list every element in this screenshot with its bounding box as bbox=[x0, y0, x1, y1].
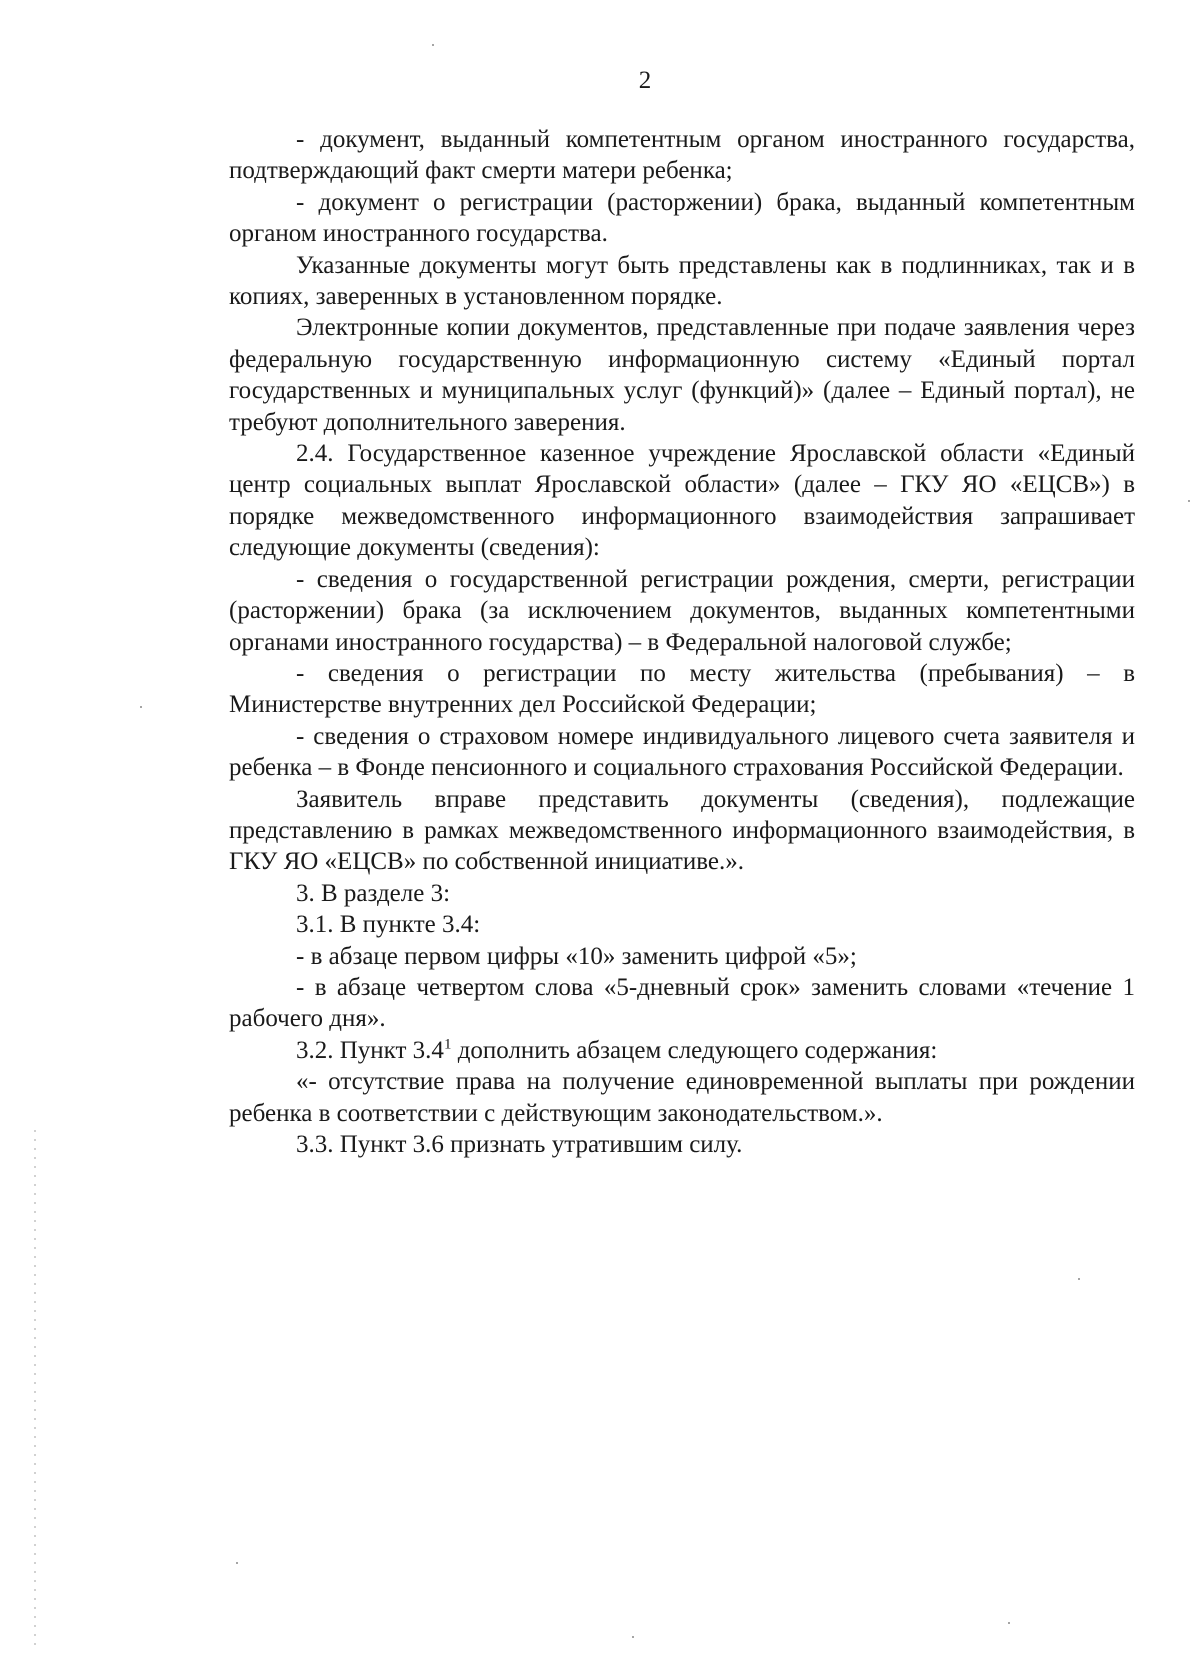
scan-margin-noise bbox=[34, 1130, 36, 1650]
paragraph-3-2 bbox=[229, 1035, 1135, 1066]
document-body bbox=[229, 124, 1135, 1160]
paragraph-applicant-right: Заявитель вправе представить документы (сведения), подлежащие представлению в рамках межведомственного информационного взаимодействия, в ГКУ ЯО «ЕЦСВ» по собственной инициативе.». bbox=[229, 785, 1135, 876]
scan-speck bbox=[1078, 1278, 1080, 1280]
paragraph-foreign-death-document: - документ, выданный компетентным органом иностранного государства, подтверждающий факт смерти матери ребенка; bbox=[229, 126, 1135, 185]
paragraph-electronic-copies: Электронные копии документов, представленные при подаче заявления через федеральную государственную информационную систему «Единый портал государственных и муниципальных услуг (функций)» (далее – Единый портал), не требуют дополнительного заверения. bbox=[229, 314, 1135, 436]
paragraph-originals-or-copies: Указанные документы могут быть представлены как в подлинниках, так и в копиях, заверенных в установленном порядке. bbox=[229, 251, 1135, 311]
scan-speck bbox=[1008, 1622, 1010, 1624]
scan-speck bbox=[140, 706, 142, 708]
paragraph-residence-registration-info: - сведения о регистрации по месту жительства (пребывания) – в Министерстве внутренних дел Российской Федерации; bbox=[229, 659, 1135, 719]
scan-speck bbox=[432, 44, 434, 46]
paragraph-first-abzac-change: - в абзаце первом цифры «10» заменить цифрой «5»; bbox=[296, 942, 857, 970]
paragraph-3-2-text-after: дополнить абзацем следующего содержания: bbox=[451, 1036, 938, 1064]
paragraph-3-1: 3.1. В пункте 3.4: bbox=[296, 911, 481, 939]
paragraph-section-3: 3. В разделе 3: bbox=[296, 879, 451, 907]
paragraph-fourth-abzac-change: - в абзаце четвертом слова «5-дневный срок» заменить словами «течение 1 рабочего дня». bbox=[229, 973, 1135, 1033]
paragraph-insurance-number-info: - сведения о страховом номере индивидуального лицевого счета заявителя и ребенка – в Фонде пенсионного и социального страхования Российской Федерации. bbox=[229, 722, 1135, 782]
paragraph-civil-registration-info: - сведения о государственной регистрации рождения, смерти, регистрации (расторжении) брака (за исключением документов, выданных компетентными органами иностранного государства) – в Федеральной налоговой службе; bbox=[229, 565, 1135, 656]
paragraph-foreign-marriage-document: - документ о регистрации (расторжении) брака, выданный компетентным органом иностранного государства. bbox=[229, 188, 1135, 248]
paragraph-new-abzac-content: «- отсутствие права на получение единовременной выплаты при рождении ребенка в соответствии с действующим законодательством.». bbox=[229, 1068, 1135, 1127]
paragraph-3-2-superscript: 1 bbox=[443, 1036, 452, 1053]
paragraph-3-2-text-before: 3.2. Пункт 3.4 bbox=[296, 1036, 444, 1064]
page-number: 2 bbox=[638, 67, 652, 94]
paragraph-3-3: 3.3. Пункт 3.6 признать утратившим силу. bbox=[296, 1131, 743, 1158]
scan-speck bbox=[1188, 500, 1190, 502]
scan-speck bbox=[632, 1636, 634, 1638]
paragraph-2-4-gku-request: 2.4. Государственное казенное учреждение Ярославской области «Единый центр социальных выплат Ярославской области» (далее – ГКУ ЯО «ЕЦСВ») в порядке межведомственного информационного взаимодействия запрашивает следующие документы (сведения): bbox=[229, 440, 1135, 562]
scan-speck bbox=[236, 1562, 238, 1564]
